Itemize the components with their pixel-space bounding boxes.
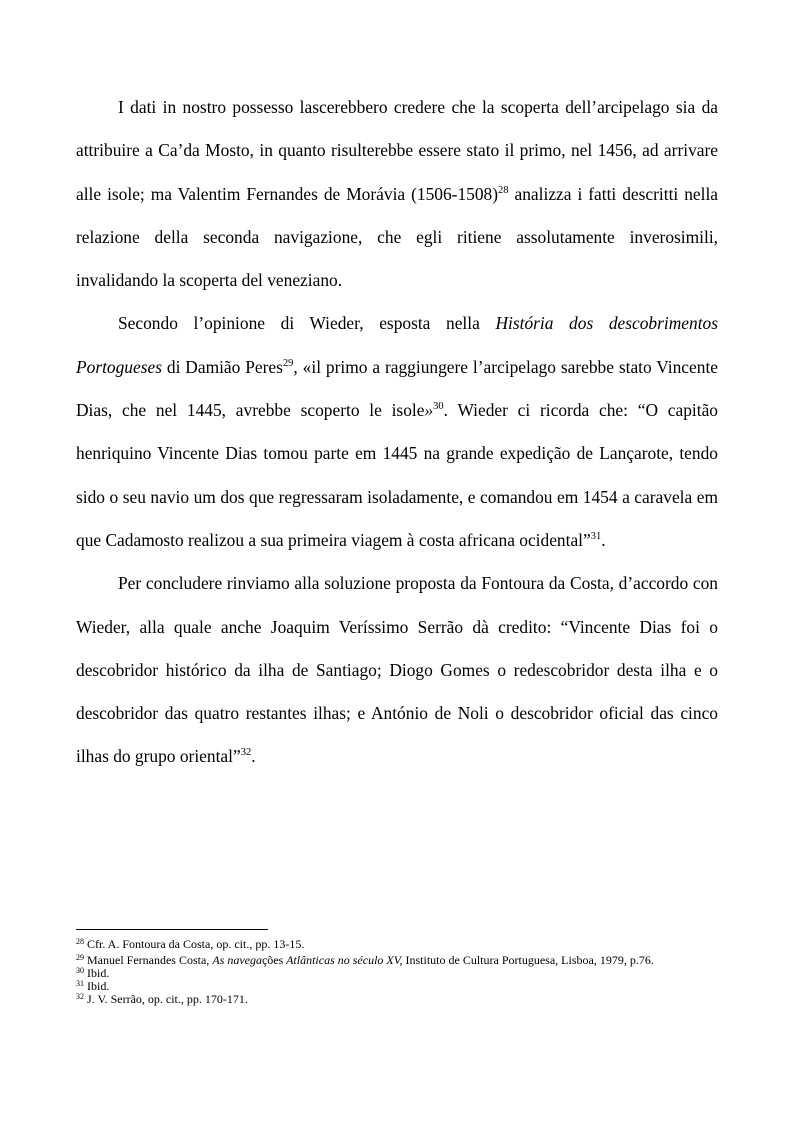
- footnote-ref-31[interactable]: 31: [590, 530, 602, 542]
- footnote-ref-30[interactable]: 30: [433, 401, 444, 413]
- footnote-ref-32[interactable]: 32: [240, 747, 252, 759]
- paragraph-text: .: [601, 529, 606, 550]
- paragraph-wieder: [76, 302, 718, 562]
- footnotes: [76, 929, 718, 1006]
- paragraph-text: analizza i fatti descritti nella relazione della seconda navigazione, che egli ritiene assolutamente inverosimili, invalidando la scoperta del veneziano.: [76, 183, 719, 291]
- footnote-ref-28[interactable]: 28: [498, 184, 509, 196]
- footnote-30: [76, 967, 718, 980]
- paragraph-text: Secondo l’opinione di Wieder, esposta nella: [118, 313, 496, 334]
- paragraph-text: Per concludere rinviamo alla soluzione proposta da Fontoura da Costa, d’accordo con Wieder, alla quale anche Joaquim Veríssimo Serrão dà credito: “Vincente Dias foi o descobridor histórico da ilha de Santiago; Diogo Gomes o redescobridor desta ilha e o descobridor das quatro restantes ilhas; e António de Noli o descobridor oficial das cinco ilhas do grupo oriental”: [76, 573, 718, 767]
- body-text: [76, 86, 718, 779]
- paragraph-conclusion: [76, 562, 718, 778]
- footnote-ref-29[interactable]: 29: [282, 357, 294, 369]
- footnote-text: J. V. Serrão, op. cit., pp. 170-171.: [84, 992, 248, 1006]
- footnote-number: 31: [76, 979, 84, 988]
- document-page: [76, 0, 718, 1123]
- paragraph-text: I dati in nostro possesso lascerebbero credere che la scoperta dell’arcipelago sia da attribuire a Ca’da Mosto, in quanto risulterebbe essere stato il primo, nel 1456, ad arrivare alle isole; ma Valentim Fernandes de Morávia (1506-1508): [76, 97, 718, 204]
- footnote-text: ções: [261, 953, 284, 967]
- footnote-number: 32: [76, 992, 84, 1001]
- footnote-28: [76, 938, 718, 951]
- footnote-number: 28: [76, 937, 84, 946]
- book-title: História dos descobrimentos Portogueses: [76, 313, 718, 377]
- footnote-separator: [76, 929, 268, 930]
- footnote-number: 30: [76, 966, 84, 975]
- footnote-number: 29: [76, 953, 84, 962]
- footnote-text: Cfr. A. Fontoura da Costa, op. cit., pp. 13-15.: [84, 937, 305, 951]
- footnote-29: [76, 954, 718, 967]
- closing-guillemet: »: [424, 400, 434, 421]
- footnote-book-title: As navega: [212, 953, 262, 967]
- footnote-text: Instituto de Cultura Portuguesa, Lisboa, 1979, p.76.: [402, 953, 654, 967]
- footnote-text: Ibid.: [84, 979, 110, 993]
- footnote-text: Manuel Fernandes Costa,: [84, 953, 213, 967]
- paragraph-discovery: [76, 86, 718, 302]
- footnote-book-title: Atlânticas no século XV,: [283, 953, 403, 967]
- paragraph-text: . Wieder ci ricorda che: “O capitão henriquino Vincente Dias tomou parte em 1445 na grande expedição de Lançarote, tendo sido o seu navio um dos que regressaram isoladamente, e comandou em 1454 a caravela em que Cadamosto realizou a sua primeira viagem à costa africana ocidental”: [76, 400, 718, 550]
- paragraph-text: di Damião Peres: [161, 356, 283, 377]
- paragraph-text: , «il primo a raggiungere l’arcipelago sarebbe stato Vincente Dias, che nel 1445, avrebbe scoperto le isole: [76, 356, 718, 421]
- paragraph-text: .: [251, 746, 256, 767]
- footnote-32: [76, 993, 718, 1006]
- footnote-text: Ibid.: [84, 966, 110, 980]
